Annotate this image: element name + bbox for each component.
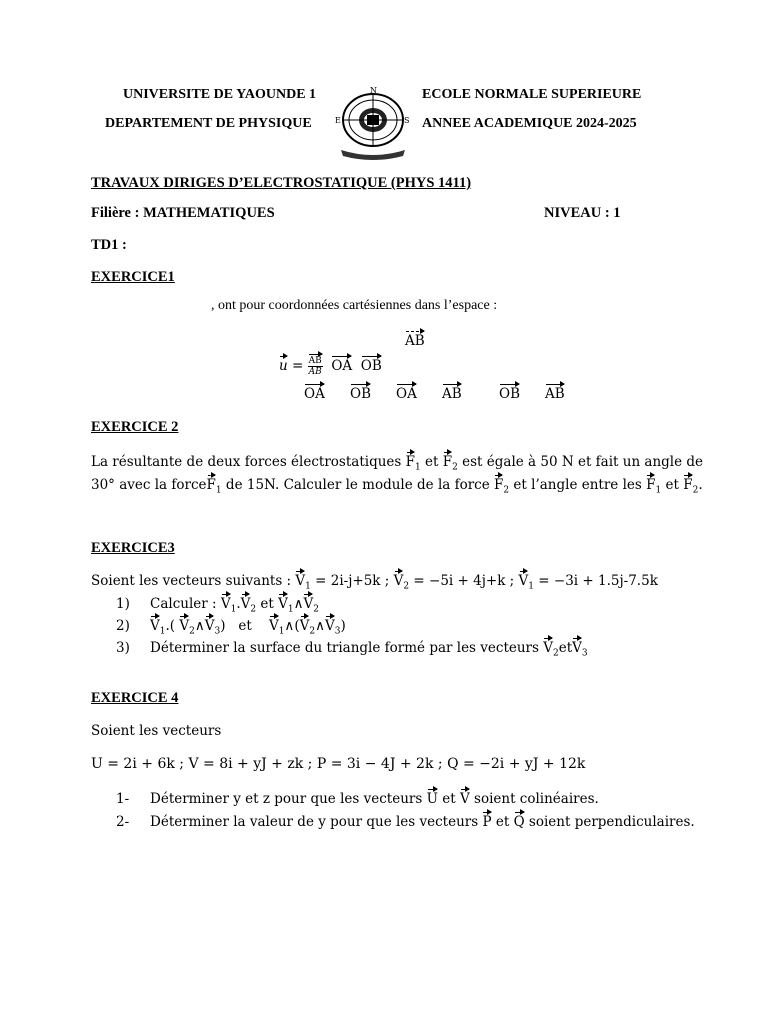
niveau-label: NIVEAU : 1 xyxy=(544,205,621,221)
exercise2-heading: EXERCICE 2 xyxy=(91,419,179,435)
school-seal-logo xyxy=(333,84,413,160)
exercise1-heading: EXERCICE1 xyxy=(91,269,175,285)
exercise3-heading: EXERCICE3 xyxy=(91,540,175,556)
vector-u: u xyxy=(279,358,288,374)
filiere-label: Filière : MATHEMATIQUES xyxy=(91,205,275,221)
university-name: UNIVERSITE DE YAOUNDE 1 xyxy=(123,87,317,102)
school-name: ECOLE NORMALE SUPERIEURE xyxy=(422,87,642,102)
exercise1-u-definition: u = $\frac{AB}{AB}$ OA OB xyxy=(279,356,382,377)
exercise4-heading: EXERCICE 4 xyxy=(91,690,179,706)
course-title: TRAVAUX DIRIGES D’ELECTROSTATIQUE (PHYS 1411) xyxy=(91,175,472,191)
exercise4-intro: Soient les vecteurs xyxy=(91,723,222,739)
exercise4-item-1: 1- Déterminer y et z pour que les vecteurs U et V soient colinéaires. xyxy=(116,791,599,807)
exercise2-line2: 30° avec la forceF$_1$ de 15N. Calculer le module de la force $F_2$ et l’angle entre les $F_1$ et $F_2$. xyxy=(91,477,703,496)
department-name: DEPARTEMENT DE PHYSIQUE xyxy=(105,116,312,131)
exercise3-item-2: 2) $V_1$.( $V_2\wedge V_3$) et $V_1\wedge(V_2\wedge V_3)$ xyxy=(116,618,346,637)
exercise4-item-2: 2- Déterminer la valeur de y pour que les vecteurs P et Q soient perpendiculaires. xyxy=(116,814,695,830)
ab-fraction: $\frac{AB}{AB}$ xyxy=(308,356,322,377)
exercise1-vector-ab: AB xyxy=(405,333,425,349)
exercise4-equation: U = 2i + 6k ; V = 8i + yJ + zk ; P = 3i − 4J + 2k ; Q = −2i + yJ + 12k xyxy=(91,756,586,772)
td-label: TD1 : xyxy=(91,237,127,253)
seal-letter-n: N xyxy=(370,86,377,95)
seal-letter-s: S xyxy=(404,116,410,125)
exercise3-item-3: 3) Déterminer la surface du triangle formé par les vecteurs $V_2etV_3$ xyxy=(116,640,588,659)
seal-letter-e: E xyxy=(335,116,341,125)
exercise2-line1: La résultante de deux forces électrostatiques $F_1$ et $F_2$ est égale à 50 N et fait un angle de xyxy=(91,454,704,473)
exercise3-item-1: 1) Calculer : $V_1.V_2$ et $V_1\wedge V_2$ xyxy=(116,596,319,615)
exercise1-intro: , ont pour coordonnées cartésiennes dans l’espace : xyxy=(211,298,498,313)
exercise3-vectors: Soient les vecteurs suivants : $V_1 = 2i-j+5k$ ; $V_2 = -5i + 4j+k$ ; $V_1 = -3i + 1.5j-7.5k$ xyxy=(91,573,658,592)
academic-year: ANNEE ACADEMIQUE 2024-2025 xyxy=(422,116,637,131)
